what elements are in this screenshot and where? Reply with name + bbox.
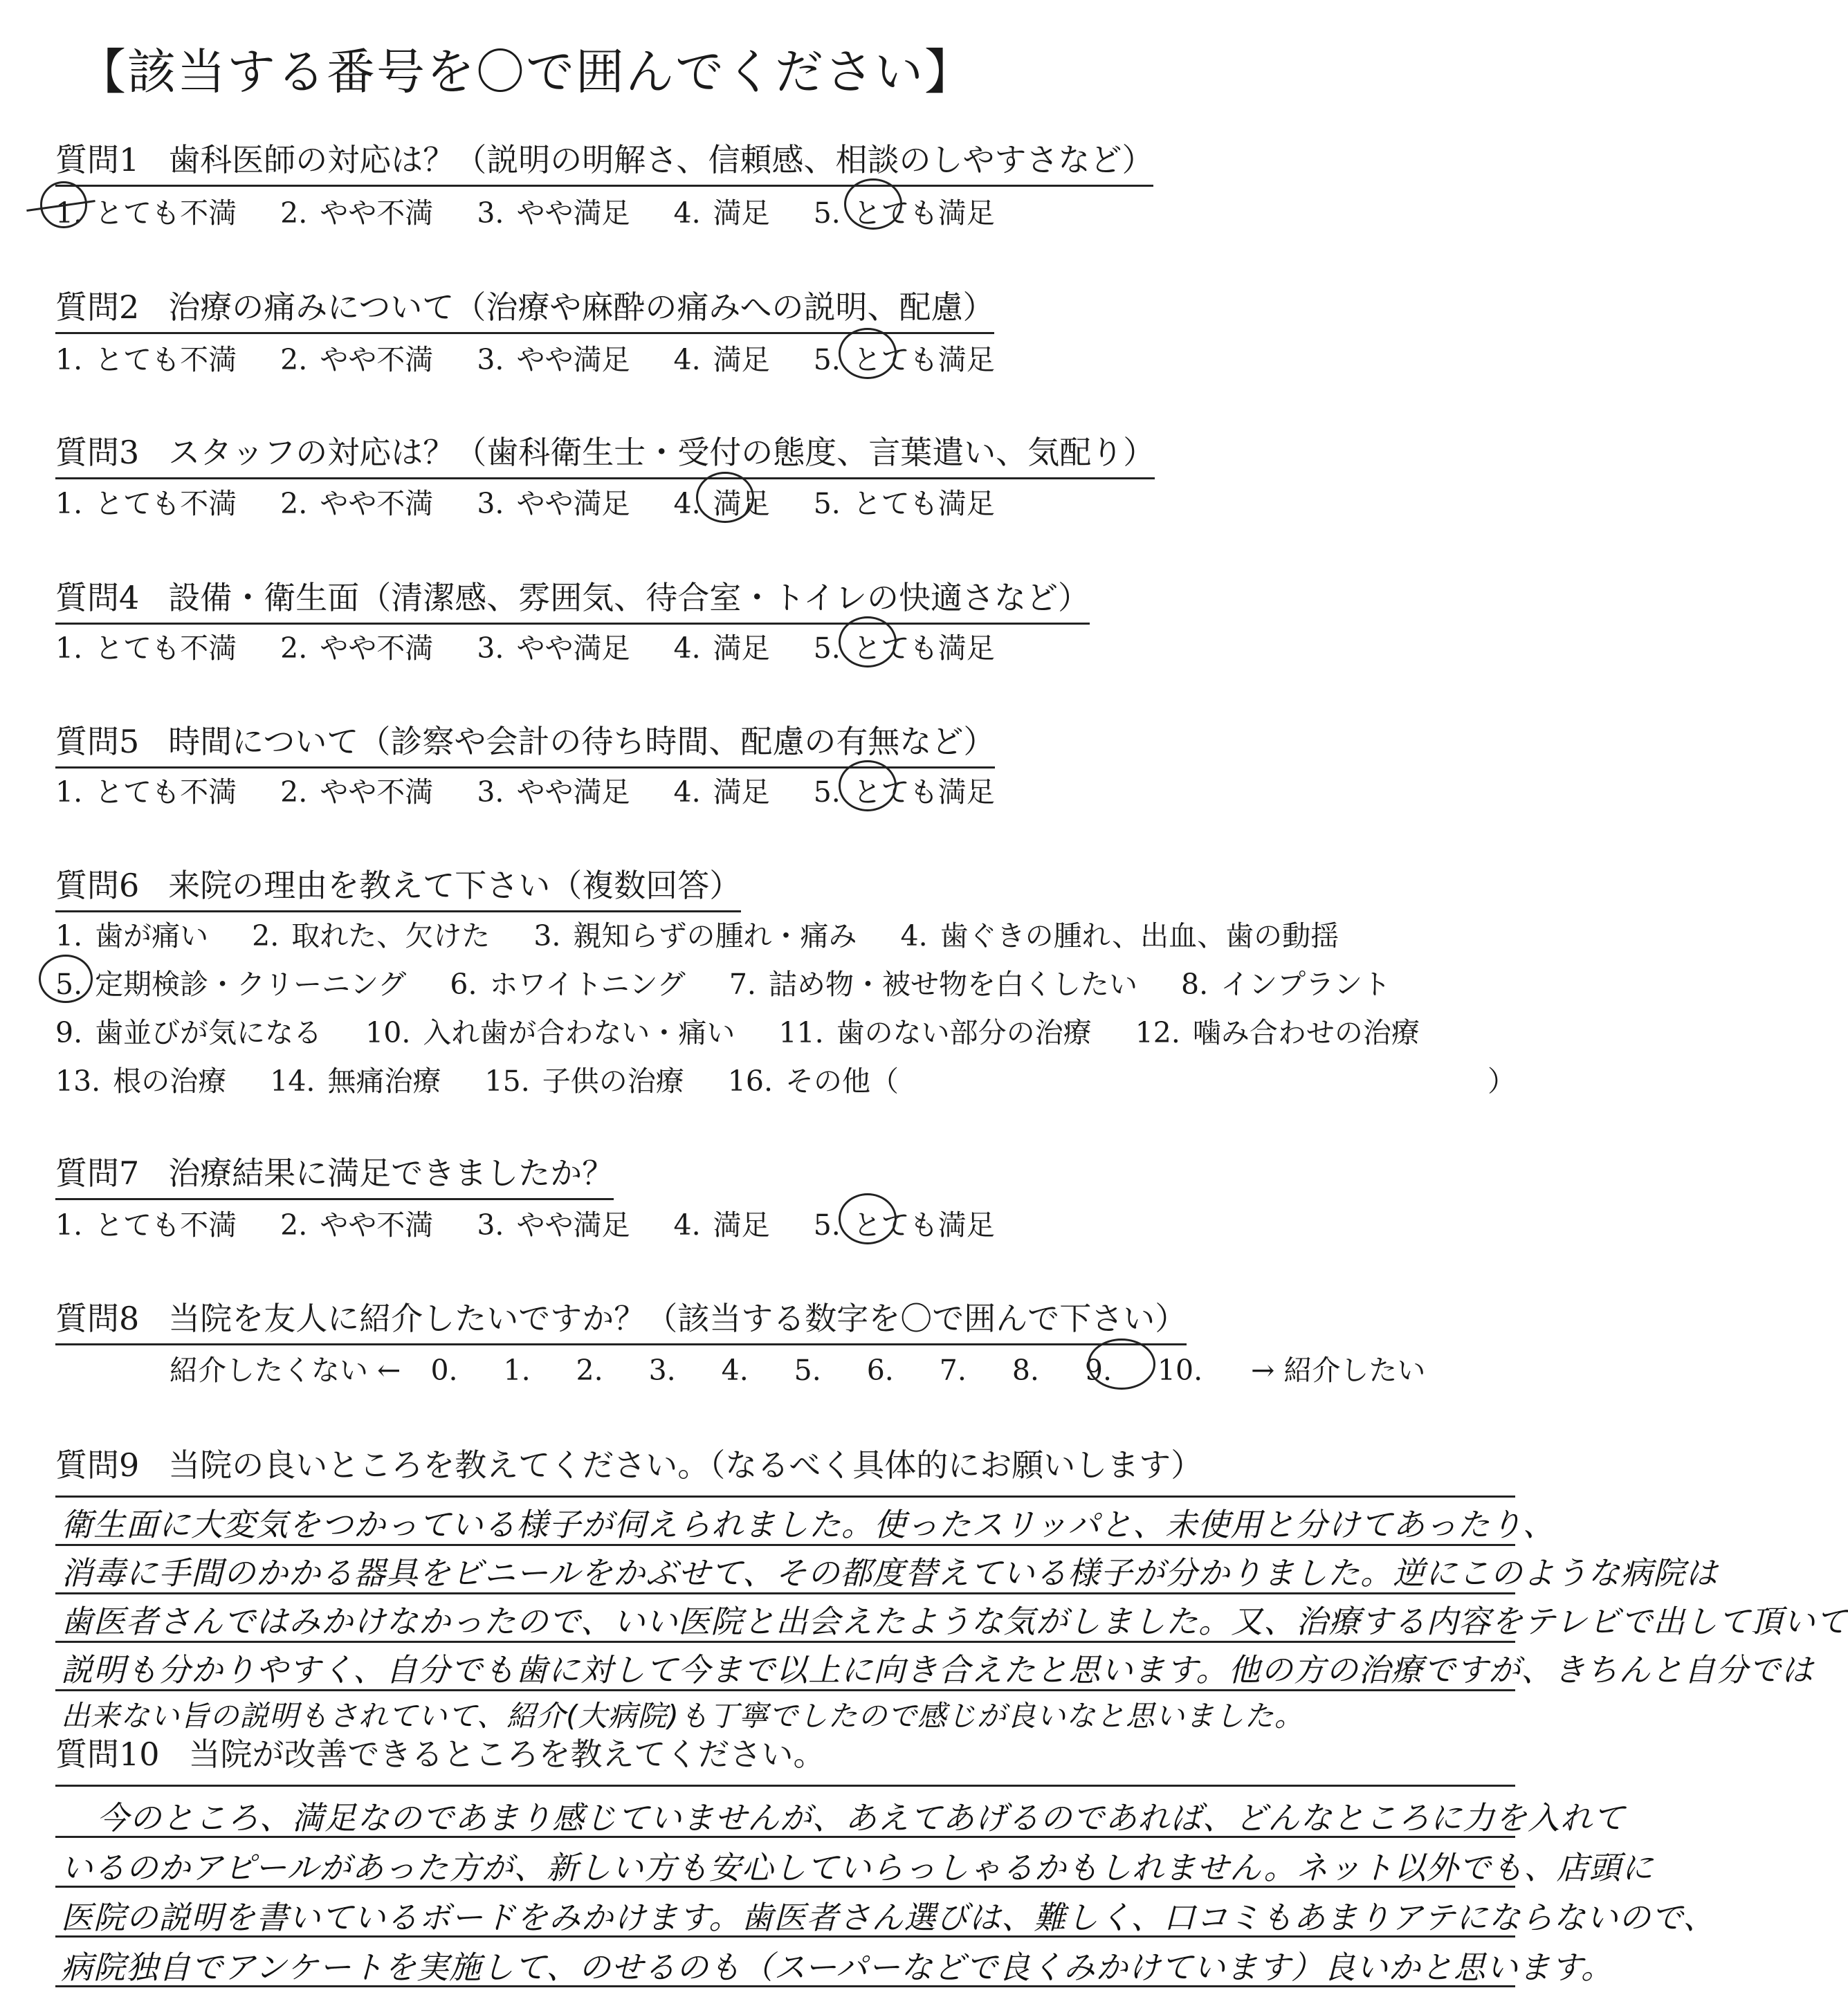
question-3: 質問3 スタッフの対応は？（歯科衛生士・受付の態度、言葉遣い、気配り） [55, 427, 1155, 479]
question-10: 質問10 当院が改善できるところを教えてください。 [55, 1736, 825, 1773]
q5-option-2[interactable]: 2. やや不満 [280, 775, 434, 809]
q9-answer-line-1: 衛生面に大変気をつかっている様子が伺えられました。使ったスリッパと、未使用と分けてあったり、 [61, 1506, 1555, 1543]
q6-option-7[interactable]: 7. 詰め物・被せ物を白くしたい [729, 968, 1137, 1001]
q10-answer-line-1: 今のところ、満足なのであまり感じていませんが、あえてあげるのであれば、どんなところに力を入れて [97, 1799, 1625, 1837]
q2-option-3[interactable]: 3. やや満足 [477, 343, 630, 376]
q6-option-12[interactable]: 12. 噛み合わせの治療 [1135, 1016, 1420, 1049]
q2-option-5[interactable]: 5. とても満足 [813, 343, 995, 376]
q6-option-5[interactable]: 5. 定期検診・クリーニング [55, 968, 407, 1001]
question-1-options [55, 190, 1030, 231]
q6-option-2[interactable]: 2. 取れた、欠けた [252, 919, 491, 953]
q1-option-4[interactable]: 4. 満足 [673, 196, 770, 230]
q1-option-1[interactable]: 1. とても不満 [55, 196, 237, 230]
q10-answer-rule [55, 1886, 1515, 1888]
q6-option-14[interactable]: 14. 無痛治療 [270, 1065, 441, 1098]
q1-option-3[interactable]: 3. やや満足 [477, 196, 630, 230]
q6-option-16[interactable]: 16. その他（ [727, 1065, 899, 1098]
question-8: 質問8 当院を友人に紹介したいですか？（該当する数字を〇で囲んで下さい） [55, 1294, 1187, 1345]
q8-point-1[interactable]: 1. [503, 1354, 531, 1387]
q2-option-1[interactable]: 1. とても不満 [55, 343, 237, 376]
q8-point-5[interactable]: 5. [794, 1354, 821, 1387]
question-4: 質問4 設備・衛生面（清潔感、雰囲気、待合室・トイレの快適さなど） [55, 573, 1090, 625]
q8-scale [149, 1347, 1446, 1388]
q9-answer-rule [55, 1592, 1515, 1594]
q6-option-13[interactable]: 13. 根の治療 [55, 1065, 227, 1098]
q7-option-3[interactable]: 3. やや満足 [477, 1208, 630, 1242]
q4-option-1[interactable]: 1. とても不満 [55, 632, 237, 665]
q4-option-5[interactable]: 5. とても満足 [813, 632, 995, 665]
q6-other-close-paren: ） [1488, 1065, 1516, 1098]
question-2: 質問2 治療の痛みについて（治療や麻酔の痛みへの説明、配慮） [55, 282, 994, 334]
q8-point-7[interactable]: 7. [939, 1354, 967, 1387]
q6-option-6[interactable]: 6. ホワイトニング [450, 968, 686, 1001]
question-7: 質問7 治療結果に満足できましたか？ [55, 1148, 614, 1200]
q5-option-1[interactable]: 1. とても不満 [55, 775, 237, 809]
q8-point-2[interactable]: 2. [576, 1354, 603, 1387]
page-title: 【該当する番号を〇で囲んでください】 [77, 44, 974, 100]
q6-options-row-2 [55, 962, 1425, 1002]
q5-option-5[interactable]: 5. とても満足 [813, 775, 995, 809]
q2-option-4[interactable]: 4. 満足 [673, 343, 770, 376]
q7-option-5[interactable]: 5. とても満足 [813, 1208, 995, 1242]
q3-option-3[interactable]: 3. やや満足 [477, 487, 630, 520]
q8-point-3[interactable]: 3. [648, 1354, 676, 1387]
q3-option-5[interactable]: 5. とても満足 [813, 487, 995, 520]
q3-option-2[interactable]: 2. やや不満 [280, 487, 434, 520]
question-4-options [55, 625, 1030, 666]
q8-point-8[interactable]: 8. [1012, 1354, 1039, 1387]
q8-left-label: 紹介したくない ← [170, 1354, 401, 1387]
q3-option-1[interactable]: 1. とても不満 [55, 487, 237, 520]
q8-point-10[interactable]: 10. [1157, 1354, 1203, 1387]
q8-point-4[interactable]: 4. [721, 1354, 749, 1387]
q6-option-8[interactable]: 8. インプラント [1181, 968, 1391, 1001]
q10-answer-rule [55, 1935, 1515, 1938]
q6-options-row-3 [55, 1010, 1454, 1051]
question-5-options [55, 769, 1030, 810]
q7-option-2[interactable]: 2. やや不満 [280, 1208, 434, 1242]
q9-answer-rule [55, 1496, 1515, 1498]
q1-option-2[interactable]: 2. やや不満 [280, 196, 434, 230]
q7-option-4[interactable]: 4. 満足 [673, 1208, 770, 1242]
question-text: 歯科医師の対応は？（説明の明解さ、信頼感、相談のしやすさなど） [168, 141, 1154, 178]
q10-answer-line-3: 医院の説明を書いているボードをみかけます。歯医者さん選びは、難しく、口コミもあまりアテにならないので、 [61, 1899, 1716, 1936]
q7-option-1[interactable]: 1. とても不満 [55, 1208, 237, 1242]
q9-answer-line-2: 消毒に手間のかかる器具をビニールをかぶせて、その都度替えている様子が分かりました。逆にこのような病院は [61, 1554, 1719, 1592]
q8-right-label: → 紹介したい [1250, 1354, 1426, 1387]
q10-answer-line-4: 病院独自でアンケートを実施して、のせるのも（スーパーなどで良くみかけています）良いかと思います。 [61, 1949, 1614, 1986]
q10-answer-rule [55, 1785, 1515, 1787]
q6-option-1[interactable]: 1. 歯が痛い [55, 919, 209, 953]
q10-answer-rule [55, 1836, 1515, 1838]
q6-option-15[interactable]: 15. 子供の治療 [484, 1065, 684, 1098]
q9-answer-rule [55, 1641, 1515, 1643]
question-7-options [55, 1202, 1030, 1243]
q2-option-2[interactable]: 2. やや不満 [280, 343, 434, 376]
question-1 [55, 135, 1153, 187]
q8-point-0[interactable]: 0. [430, 1354, 458, 1387]
q9-answer-rule [55, 1544, 1515, 1546]
q6-option-9[interactable]: 9. 歯並びが気になる [55, 1016, 322, 1049]
question-6: 質問6 来院の理由を教えて下さい（複数回答） [55, 861, 741, 912]
q10-answer-line-2: いるのかアピールがあった方が、新しい方も安心していらっしゃるかもしれません。ネット以外でも、店頭に [61, 1849, 1654, 1886]
q4-option-3[interactable]: 3. やや満足 [477, 632, 630, 665]
question-number: 質問1 [55, 141, 140, 178]
q9-answer-line-3: 歯医者さんではみかけなかったので、いい医院と出会えたような気がしました。又、治療する内容をテレビで出して頂いて [61, 1603, 1848, 1640]
q9-answer-line-4: 説明も分かりやすく、自分でも歯に対して今まで以上に向き合えたと思います。他の方の治療ですが、きちんと自分では [61, 1651, 1814, 1689]
q6-options-row-4 [55, 1058, 933, 1099]
q3-option-4[interactable]: 4. 満足 [673, 487, 770, 520]
q1-option-5[interactable]: 5. とても満足 [813, 196, 995, 230]
question-9: 質問9 当院の良いところを教えてください。（なるべく具体的にお願いします） [55, 1446, 1203, 1484]
q6-option-3[interactable]: 3. 親知らずの腫れ・痛み [533, 919, 857, 953]
q8-point-9[interactable]: 9. [1084, 1354, 1112, 1387]
question-2-options [55, 337, 1030, 378]
q6-options-row-1 [55, 913, 1373, 954]
q8-point-6[interactable]: 6. [866, 1354, 894, 1387]
q6-option-4[interactable]: 4. 歯ぐきの腫れ、出血、歯の動揺 [900, 919, 1339, 953]
q10-answer-rule [55, 1985, 1515, 1987]
q4-option-2[interactable]: 2. やや不満 [280, 632, 434, 665]
q9-answer-rule [55, 1689, 1515, 1691]
q6-option-11[interactable]: 11. 歯のない部分の治療 [778, 1016, 1092, 1049]
question-3-options [55, 481, 1030, 522]
q4-option-4[interactable]: 4. 満足 [673, 632, 770, 665]
q5-option-4[interactable]: 4. 満足 [673, 775, 770, 809]
q9-answer-line-5: 出来ない旨の説明もされていて、紹介(大病院)も丁寧でしたので感じが良いなと思いました。 [61, 1699, 1304, 1733]
q6-option-10[interactable]: 10. 入れ歯が合わない・痛い [365, 1016, 735, 1049]
question-5: 質問5 時間について（診察や会計の待ち時間、配慮の有無など） [55, 717, 995, 769]
q5-option-3[interactable]: 3. やや満足 [477, 775, 630, 809]
